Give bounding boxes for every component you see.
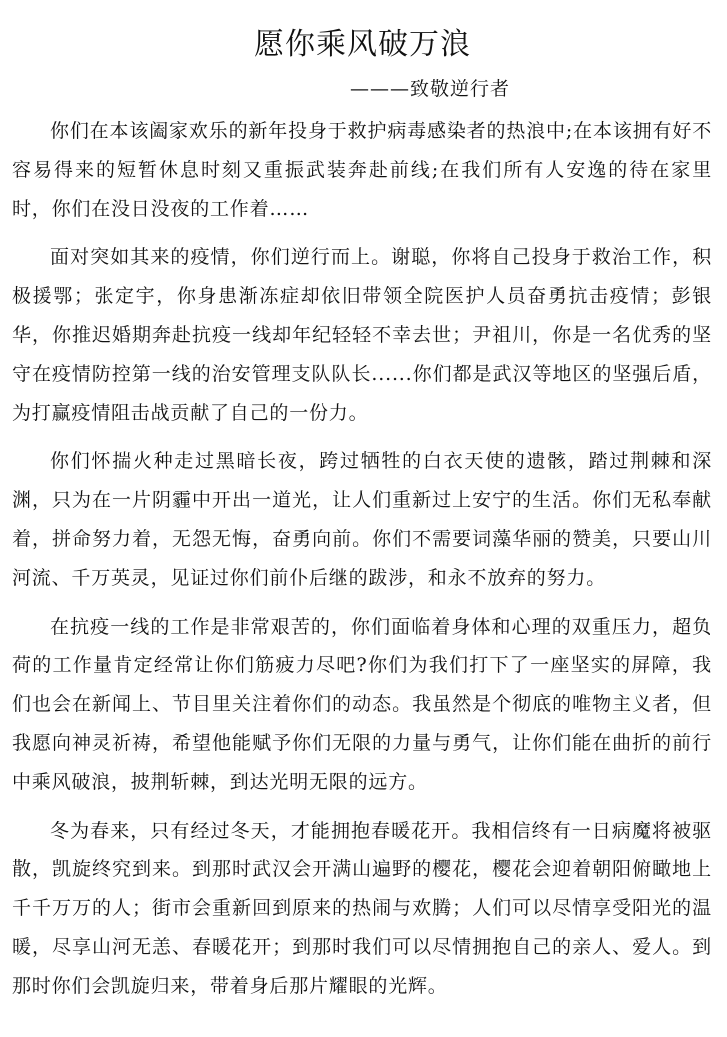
paragraph: 你们怀揣火种走过黑暗长夜，跨过牺牲的白衣天使的遗骸，踏过荆棘和深渊，只为在一片阴霾中开出一道光，让人们重新过上安宁的生活。你们无私奉献着，拼命努力着，无怨无悔，奋勇向前。你们不需要词藻华丽的赞美，只要山川河流、千万英灵，见证过你们前仆后继的跋涉，和永不放弃的努力。 [12, 450, 712, 589]
article-subtitle: ———致敬逆行者 [350, 78, 511, 100]
paragraph: 你们在本该阖家欢乐的新年投身于救护病毒感染者的热浪中;在本该拥有好不容易得来的短暂休息时刻又重振武装奔赴前线;在我们所有人安逸的待在家里时，你们在没日没夜的工作着…… [12, 120, 712, 220]
paragraph: 在抗疫一线的工作是非常艰苦的，你们面临着身体和心理的双重压力，超负荷的工作量肯定经常让你们筋疲力尽吧?你们为我们打下了一座坚实的屏障，我们也会在新闻上、节目里关注着你们的动态。我虽然是个彻底的唯物主义者，但我愿向神灵祈祷，希望他能赋予你们无限的力量与勇气，让你们能在曲折的前行中乘风破浪，披荆斩棘，到达光明无限的远方。 [12, 615, 712, 793]
article-body [12, 112, 712, 1016]
article-title: 愿你乘风破万浪 [254, 27, 471, 62]
paragraph: 冬为春来，只有经过冬天，才能拥抱春暖花开。我相信终有一日病魔将被驱散，凯旋终究到来。到那时武汉会开满山遍野的樱花，樱花会迎着朝阳俯瞰地上千千万万的人；街市会重新回到原来的热闹与欢腾；人们可以尽情享受阳光的温暖，尽享山河无恙、春暖花开；到那时我们可以尽情拥抱自己的亲人、爱人。到那时你们会凯旋归来，带着身后那片耀眼的光辉。 [12, 819, 712, 997]
paragraph: 面对突如其来的疫情，你们逆行而上。谢聪，你将自己投身于救治工作，积极援鄂；张定宇，你身患渐冻症却依旧带领全院医护人员奋勇抗击疫情；彭银华，你推迟婚期奔赴抗疫一线却年纪轻轻不幸去世；尹祖川，你是一名优秀的坚守在疫情防控第一线的治安管理支队队长......你们都是武汉等地区的坚强后盾，为打赢疫情阻击战贡献了自己的一份力。 [12, 246, 712, 424]
